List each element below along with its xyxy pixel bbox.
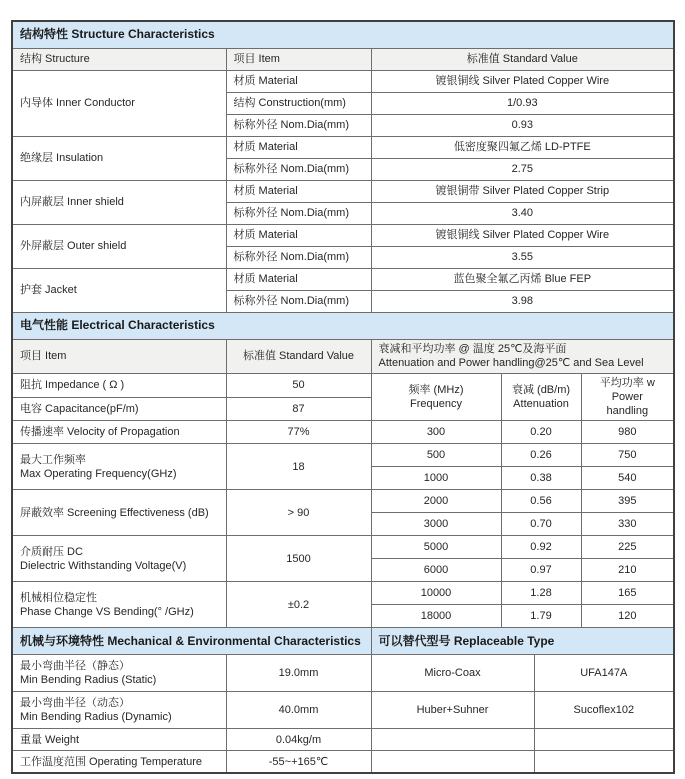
item-cell: 标称外径 Nom.Dia(mm) <box>226 291 371 313</box>
param-value-cell: 18 <box>226 444 371 490</box>
group-name-cell: 绝缘层 Insulation <box>12 137 226 181</box>
attenuation-header-en: Attenuation and Power handling@25℃ and Sea Level <box>378 357 644 370</box>
param-name-cell: 屏蔽效率 Screening Effectiveness (dB) <box>12 490 226 536</box>
power-cell: 750 <box>581 444 674 467</box>
frequency-cell: 3000 <box>371 513 501 536</box>
attenuation-cell: 0.20 <box>501 421 581 444</box>
param-value-cell: 77% <box>226 421 371 444</box>
power-cell: 165 <box>581 582 674 605</box>
table-row <box>12 340 674 374</box>
attenuation-cell: 0.97 <box>501 559 581 582</box>
param-value-cell: 50 <box>226 373 371 397</box>
power-cell: 210 <box>581 559 674 582</box>
type-cell <box>534 751 674 773</box>
value-cell: 3.40 <box>371 203 674 225</box>
param-value-cell: > 90 <box>226 490 371 536</box>
brand-cell: Huber+Suhner <box>371 692 534 729</box>
param-name-cell: 工作温度范围 Operating Temperature <box>12 751 226 773</box>
param-name-cell: 机械相位稳定性 Phase Change VS Bending(° /GHz) <box>12 582 226 628</box>
section-title-structure: 结构特性 Structure Characteristics <box>12 21 674 49</box>
attenuation-cell: 0.56 <box>501 490 581 513</box>
col-header-item: 项目 Item <box>226 49 371 71</box>
group-name-cell: 外屏蔽层 Outer shield <box>12 225 226 269</box>
group-name-cell: 护套 Jacket <box>12 269 226 313</box>
item-cell: 材质 Material <box>226 71 371 93</box>
item-cell: 材质 Material <box>226 181 371 203</box>
frequency-cell: 5000 <box>371 536 501 559</box>
section-title-mechanical: 机械与环境特性 Mechanical & Environmental Characteristics <box>12 628 371 655</box>
item-cell: 结构 Construction(mm) <box>226 93 371 115</box>
brand-cell <box>371 729 534 751</box>
group-name-cell: 内屏蔽层 Inner shield <box>12 181 226 225</box>
item-cell: 标称外径 Nom.Dia(mm) <box>226 247 371 269</box>
type-cell: Sucoflex102 <box>534 692 674 729</box>
power-cell: 330 <box>581 513 674 536</box>
table-row <box>12 582 674 605</box>
attenuation-header-zh: 衰减和平均功率 @ 温度 25℃及海平面 <box>378 343 567 355</box>
param-name-cell: 最小弯曲半径（静态） Min Bending Radius (Static) <box>12 655 226 692</box>
power-cell: 225 <box>581 536 674 559</box>
power-cell: 540 <box>581 467 674 490</box>
table-row <box>12 71 674 93</box>
item-cell: 标称外径 Nom.Dia(mm) <box>226 203 371 225</box>
table-row <box>12 444 674 467</box>
brand-cell <box>371 751 534 773</box>
frequency-cell: 1000 <box>371 467 501 490</box>
table-row <box>12 490 674 513</box>
attenuation-cell: 0.26 <box>501 444 581 467</box>
param-value-cell: 19.0mm <box>226 655 371 692</box>
frequency-cell: 2000 <box>371 490 501 513</box>
value-cell: 低密度聚四氟乙烯 LD-PTFE <box>371 137 674 159</box>
frequency-cell: 6000 <box>371 559 501 582</box>
spec-table <box>11 20 675 774</box>
table-row <box>12 373 674 397</box>
param-name-cell: 介质耐压 DC Dielectric Withstanding Voltage(V) <box>12 536 226 582</box>
col-header-standard-value: 标准值 Standard Value <box>371 49 674 71</box>
item-cell: 材质 Material <box>226 225 371 247</box>
frequency-cell: 300 <box>371 421 501 444</box>
table-row <box>12 751 674 773</box>
col-header-attenuation-power <box>371 340 674 374</box>
param-name-cell: 电容 Capacitance(pF/m) <box>12 397 226 421</box>
item-cell: 材质 Material <box>226 269 371 291</box>
subheader-power: 平均功率 w Power handling <box>581 373 674 421</box>
value-cell: 镀银铜带 Silver Plated Copper Strip <box>371 181 674 203</box>
table-row <box>12 21 674 49</box>
power-cell: 980 <box>581 421 674 444</box>
power-cell: 395 <box>581 490 674 513</box>
value-cell: 3.98 <box>371 291 674 313</box>
param-name-cell: 重量 Weight <box>12 729 226 751</box>
section-title-replaceable: 可以替代型号 Replaceable Type <box>371 628 674 655</box>
power-cell: 120 <box>581 605 674 628</box>
table-row <box>12 313 674 340</box>
section-title-electrical: 电气性能 Electrical Characteristics <box>12 313 674 340</box>
col-header-item: 项目 Item <box>12 340 226 374</box>
table-row <box>12 421 674 444</box>
param-name-cell: 最小弯曲半径（动态） Min Bending Radius (Dynamic) <box>12 692 226 729</box>
brand-cell: Micro-Coax <box>371 655 534 692</box>
param-name-cell: 阻抗 Impedance ( Ω ) <box>12 373 226 397</box>
attenuation-cell: 0.92 <box>501 536 581 559</box>
attenuation-cell: 0.70 <box>501 513 581 536</box>
frequency-cell: 18000 <box>371 605 501 628</box>
item-cell: 标称外径 Nom.Dia(mm) <box>226 159 371 181</box>
param-value-cell: 40.0mm <box>226 692 371 729</box>
value-cell: 镀银铜线 Silver Plated Copper Wire <box>371 225 674 247</box>
col-header-structure: 结构 Structure <box>12 49 226 71</box>
param-value-cell: 87 <box>226 397 371 421</box>
param-name-cell: 最大工作频率 Max Operating Frequency(GHz) <box>12 444 226 490</box>
attenuation-cell: 1.28 <box>501 582 581 605</box>
param-value-cell: 0.04kg/m <box>226 729 371 751</box>
attenuation-cell: 0.38 <box>501 467 581 490</box>
table-row <box>12 692 674 729</box>
item-cell: 标称外径 Nom.Dia(mm) <box>226 115 371 137</box>
frequency-cell: 10000 <box>371 582 501 605</box>
type-cell <box>534 729 674 751</box>
param-value-cell: 1500 <box>226 536 371 582</box>
param-name-cell: 传播速率 Velocity of Propagation <box>12 421 226 444</box>
value-cell: 2.75 <box>371 159 674 181</box>
table-row <box>12 628 674 655</box>
type-cell: UFA147A <box>534 655 674 692</box>
subheader-attenuation: 衰减 (dB/m) Attenuation <box>501 373 581 421</box>
group-name-cell: 内导体 Inner Conductor <box>12 71 226 137</box>
param-value-cell: -55~+165℃ <box>226 751 371 773</box>
frequency-cell: 500 <box>371 444 501 467</box>
param-value-cell: ±0.2 <box>226 582 371 628</box>
value-cell: 蓝色聚全氟乙丙烯 Blue FEP <box>371 269 674 291</box>
table-row <box>12 137 674 159</box>
table-row <box>12 655 674 692</box>
item-cell: 材质 Material <box>226 137 371 159</box>
table-row <box>12 181 674 203</box>
table-row <box>12 269 674 291</box>
table-row <box>12 536 674 559</box>
value-cell: 3.55 <box>371 247 674 269</box>
table-row <box>12 225 674 247</box>
table-row <box>12 49 674 71</box>
value-cell: 1/0.93 <box>371 93 674 115</box>
attenuation-cell: 1.79 <box>501 605 581 628</box>
col-header-standard-value: 标准值 Standard Value <box>226 340 371 374</box>
table-row <box>12 729 674 751</box>
subheader-frequency: 频率 (MHz) Frequency <box>371 373 501 421</box>
value-cell: 0.93 <box>371 115 674 137</box>
value-cell: 镀银铜线 Silver Plated Copper Wire <box>371 71 674 93</box>
